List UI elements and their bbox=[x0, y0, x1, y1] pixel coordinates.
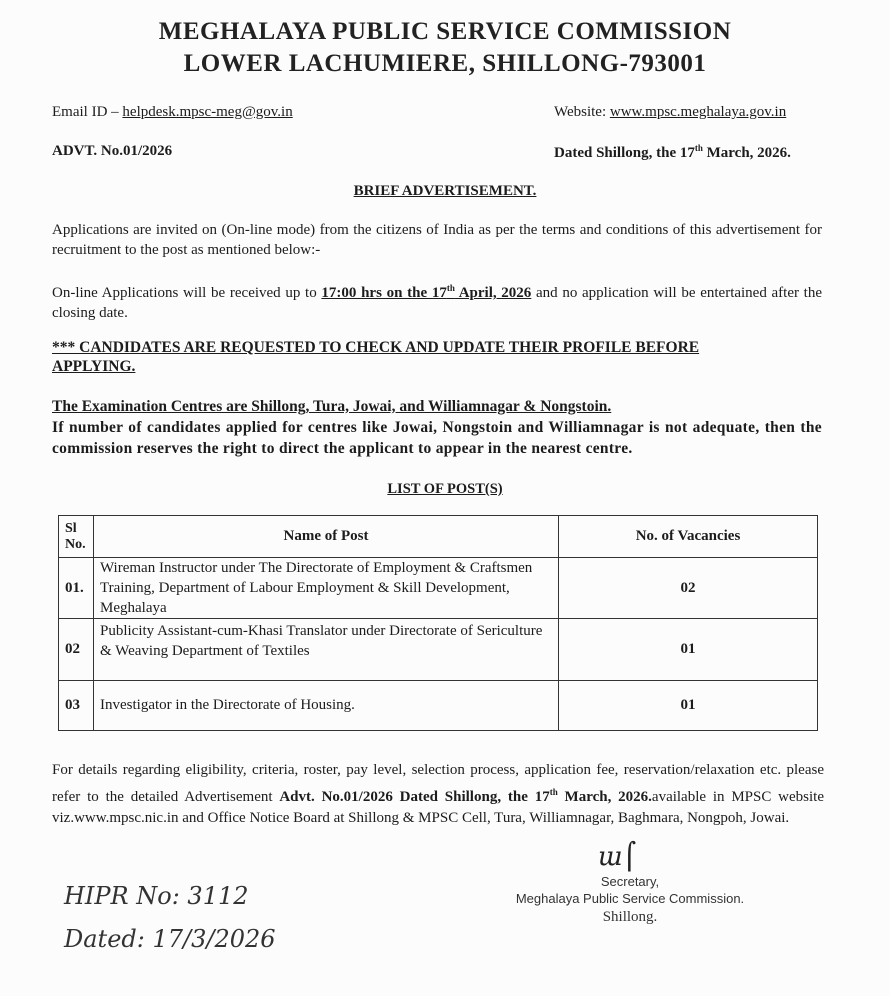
brief-heading: BRIEF ADVERTISEMENT. bbox=[353, 183, 537, 199]
centres-heading: The Examination Centres are Shillong, Tura, Jowai, and Williamnagar & Nongstoin. bbox=[52, 398, 612, 415]
row-sl: 02 bbox=[59, 619, 94, 681]
centres-note: If number of candidates applied for centres like Jowai, Nongstoin and Williamnagar is not adequate, then the commission reserves the right to direct the applicant to appear in the nearest centre. bbox=[52, 419, 822, 457]
deadline-suffix: and no application will be entertained after the closing date. bbox=[52, 285, 823, 321]
posts-table bbox=[58, 515, 818, 731]
advt-number: ADVT. No.01/2026 bbox=[52, 143, 173, 159]
profile-notice: *** CANDIDATES ARE REQUESTED TO CHECK AND UPDATE THEIR PROFILE BEFORE APPLYING. bbox=[52, 339, 700, 375]
details-part1: For details regarding eligibility, criteria, roster, pay level, selection process, application fee, reservation/relaxation etc. please refer to the detailed Advertisement bbox=[52, 762, 824, 805]
header-vacancies: No. of Vacancies bbox=[559, 516, 818, 558]
details-paragraph bbox=[52, 760, 824, 830]
dated-suffix: March, 2026. bbox=[702, 145, 791, 161]
signature-designation: Secretary, bbox=[600, 874, 660, 889]
email-line bbox=[52, 104, 293, 121]
signature-place: Shillong. bbox=[602, 909, 658, 925]
row-vacancies: 02 bbox=[559, 558, 818, 619]
details-part2: available in MPSC website viz.www.mpsc.nic.in and Office Notice Board at Shillong & MPSC Cell, Tura, Williamnagar, Baghmara, Nongpoh, Jowai. bbox=[52, 788, 825, 826]
table-row bbox=[59, 558, 818, 619]
header-sl: Sl No. bbox=[59, 516, 94, 558]
email-label: Email ID – bbox=[52, 104, 123, 120]
dated-sup: th bbox=[694, 143, 703, 153]
row-post-name: Investigator in the Directorate of Housing. bbox=[94, 681, 559, 731]
deadline-paragraph bbox=[52, 278, 822, 323]
signature-org: Meghalaya Public Service Commission. bbox=[515, 891, 745, 906]
website-label: Website: bbox=[554, 104, 610, 120]
dated-line bbox=[554, 143, 791, 162]
row-sl: 01. bbox=[59, 558, 94, 619]
table-header-row bbox=[59, 516, 818, 558]
posts-title: LIST OF POST(S) bbox=[387, 481, 503, 497]
website-link[interactable]: www.mpsc.meghalaya.gov.in bbox=[609, 104, 787, 120]
table-row bbox=[59, 681, 818, 731]
header-name: Name of Post bbox=[94, 516, 559, 558]
row-vacancies: 01 bbox=[559, 619, 818, 681]
handwritten-hipr-number: HIPR No: 3112 bbox=[64, 882, 249, 910]
deadline-date: 17:00 hrs on the 17th April, 2026 bbox=[321, 283, 532, 301]
row-sl: 03 bbox=[59, 681, 94, 731]
signature-mark: ɯ⌠ bbox=[598, 842, 637, 872]
handwritten-date: Dated: 17/3/2026 bbox=[64, 925, 276, 953]
signature-block bbox=[480, 873, 780, 926]
website-line bbox=[554, 104, 786, 121]
org-address: LOWER LACHUMIERE, SHILLONG-793001 bbox=[183, 50, 707, 77]
intro-paragraph: Applications are invited on (On-line mode) from the citizens of India as per the terms and conditions of this advertisement for recruitment to the post as mentioned below:- bbox=[52, 222, 822, 258]
table-row bbox=[59, 619, 818, 681]
details-advt-ref: Advt. No.01/2026 Dated Shillong, the 17th March, 2026. bbox=[279, 786, 652, 805]
row-post-name: Publicity Assistant-cum-Khasi Translator under Directorate of Sericulture & Weaving Department of Textiles bbox=[94, 619, 559, 681]
dated-prefix: Dated Shillong, the 17 bbox=[554, 145, 695, 161]
deadline-prefix: On-line Applications will be received up to bbox=[52, 285, 322, 301]
org-name: MEGHALAYA PUBLIC SERVICE COMMISSION bbox=[158, 18, 732, 45]
row-post-name: Wireman Instructor under The Directorate of Employment & Craftsmen Training, Department of Labour Employment & Skill Development, Meghalaya bbox=[94, 558, 559, 619]
row-vacancies: 01 bbox=[559, 681, 818, 731]
email-link[interactable]: helpdesk.mpsc-meg@gov.in bbox=[122, 104, 293, 120]
